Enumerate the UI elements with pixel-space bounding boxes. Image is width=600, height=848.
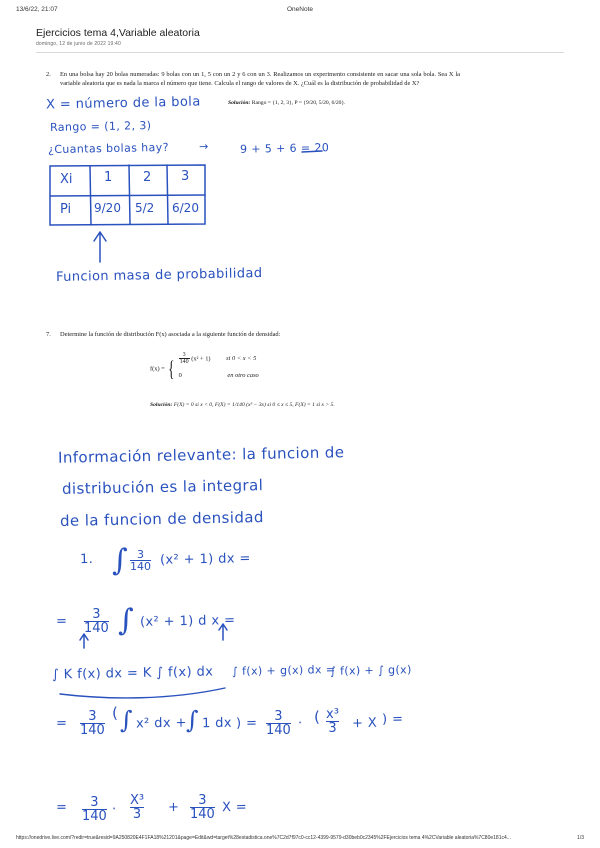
density-case1-body: (x² + 1)	[191, 355, 211, 363]
table-row1-cell-2: 3	[181, 169, 190, 184]
hw-step1-label: 1.	[79, 551, 94, 568]
table-row1-label: Xi	[60, 172, 73, 187]
exercise-7-density-formula	[150, 352, 390, 386]
hw-ex2-line-2: Rango = (1, 2, 3)	[49, 119, 152, 134]
exercise-7-statement: Determine la función de distribución F(x) asociada a la siguiente función de densidad:	[60, 331, 281, 338]
density-label: f(x) =	[150, 365, 165, 373]
hw-step4-tail: X =	[221, 799, 248, 816]
exercise-2-block	[46, 70, 460, 89]
exercise-2-solution	[228, 99, 448, 107]
exercise-7-block	[46, 330, 480, 339]
hw-ex2-arrow: →	[198, 139, 209, 154]
hw-step3-fraction-2: 3 140	[266, 709, 291, 738]
exercise-2-number: 2.	[46, 71, 51, 78]
hw-rule-right-b: ∫ f(x) + ∫ g(x)	[329, 663, 412, 678]
exercise-7-number: 7.	[46, 331, 51, 338]
hw-step4-plus: +	[167, 799, 180, 816]
hw-step2-eq: =	[55, 613, 68, 630]
hw-ex2-line-3: ¿Cuantas bolas hay?	[47, 140, 170, 157]
hw-step3-paren-open-2: (	[313, 707, 321, 727]
hw-ex2-line-1: X = número de la bola	[45, 94, 201, 113]
hw-step1-fraction: 3 140	[130, 548, 151, 573]
hw-step3-fraction: 3 140	[80, 709, 105, 738]
print-document-title: OneNote	[286, 6, 314, 13]
hw-step1-body: (x² + 1) dx =	[159, 551, 251, 568]
hw-ex7-line-1: Información relevante: la funcion de	[57, 443, 345, 467]
exercise-7-solution	[150, 402, 480, 408]
exercise-2-statement: En una bolsa hay 20 bolas numeradas: 9 bolas con un 1, 5 con un 2 y 6 con un 3. Realizamos un experimento consistente en sacar una sola bola. Sea X la variable aleatoria que es nada la marca el número que tiene. Calcula el rango de valores de X. ¿Cuál es la distribución de probabilidad de X?	[60, 71, 460, 88]
table-row1-cell-0: 1	[104, 170, 113, 185]
hw-step3-eq: =	[55, 715, 68, 732]
hw-step4-fraction: 3 140	[82, 795, 107, 824]
hw-step3-plus-x: + X	[351, 715, 378, 732]
hw-step3-body-b: 1 dx	[201, 715, 233, 732]
density-case1-fraction: $\frac{3}{140}$	[179, 352, 189, 366]
hw-ex7-line-3: de la funcion de densidad	[59, 508, 264, 530]
integral-icon-4: ∫	[186, 706, 199, 734]
hw-rule-right-a: ∫ f(x) + g(x) dx =	[231, 663, 336, 678]
exercise-2-solution-text: Rango = {1, 2, 3}, P = {9/20, 5/20, 6/20}.	[251, 100, 346, 106]
integral-icon-1: ∫	[112, 543, 128, 578]
hw-ex2-caption: Funcion masa de probabilidad	[55, 266, 263, 285]
hw-ex2-sum: 9 + 5 + 6 = 20	[239, 141, 330, 156]
density-case1-condition: si 0 < x < 5	[226, 355, 257, 363]
hw-step3-paren-open: (	[111, 703, 119, 723]
hw-step3-dot: ·	[297, 715, 303, 732]
hw-step2-fraction: 3 140	[84, 607, 109, 636]
print-date: 13/6/22, 21:07	[16, 6, 58, 13]
exercise-2-solution-label: Solución:	[228, 100, 251, 106]
print-header	[0, 6, 600, 18]
hw-step3-body-c: ) =	[235, 715, 258, 732]
table-row2-cell-2: 6/20	[172, 201, 199, 215]
hw-step3-x3-over-3: x³ 3	[326, 707, 339, 736]
page-title: Ejercicios tema 4,Variable aleatoria	[36, 27, 200, 39]
hw-step4-eq: =	[55, 799, 68, 816]
integral-icon-3: ∫	[120, 706, 133, 734]
hw-step4-x3-over-3: X³ 3	[130, 793, 145, 822]
density-case2-body: 0	[178, 372, 182, 379]
brace-icon: {	[168, 356, 175, 382]
exercise-7-solution-label: Solución:	[150, 402, 173, 408]
integral-icon-2: ∫	[118, 603, 134, 638]
footer-page-number: 1/3	[577, 835, 584, 841]
table-row1-cell-1: 2	[143, 170, 152, 185]
table-row2-cell-0: 9/20	[94, 201, 121, 215]
hw-step4-fraction-2: 3 140	[190, 793, 215, 822]
hw-step4-dot: ·	[111, 801, 117, 818]
exercise-7-solution-text: F(X) = 0 si x < 0, F(X) = 1/140 (x³ − 3x) si 0 ≤ x ≤ 5, F(X) = 1 si x > 5.	[173, 402, 335, 408]
hw-step3-body-a: x² dx +	[135, 715, 187, 732]
page-subtitle: domingo, 12 de junio de 2022 19:40	[36, 41, 121, 47]
hw-step3-paren-close: ) =	[381, 711, 404, 728]
hw-rule-left: ∫ K f(x) dx = K ∫ f(x) dx	[51, 664, 214, 683]
hw-ex7-line-2: distribución es la integral	[61, 476, 264, 498]
table-row2-cell-1: 5/2	[135, 201, 155, 215]
title-divider	[36, 52, 564, 53]
table-row2-label: Pi	[60, 202, 72, 217]
hw-step2-body: (x² + 1) d x =	[139, 613, 236, 630]
density-case2-condition: en otro caso	[227, 372, 259, 379]
footer-url: https://onedrive.live.com/?redir=true&resid=9A250820E4F1FA18%21201&page=Edit&wd=target%28estadistica.one%7C2d7f97c0-cc12-4399-9579-d30beb0c2345%2FEjercicios tema 4%2CVariable aleatoria%7C80e181c4...	[16, 835, 511, 841]
